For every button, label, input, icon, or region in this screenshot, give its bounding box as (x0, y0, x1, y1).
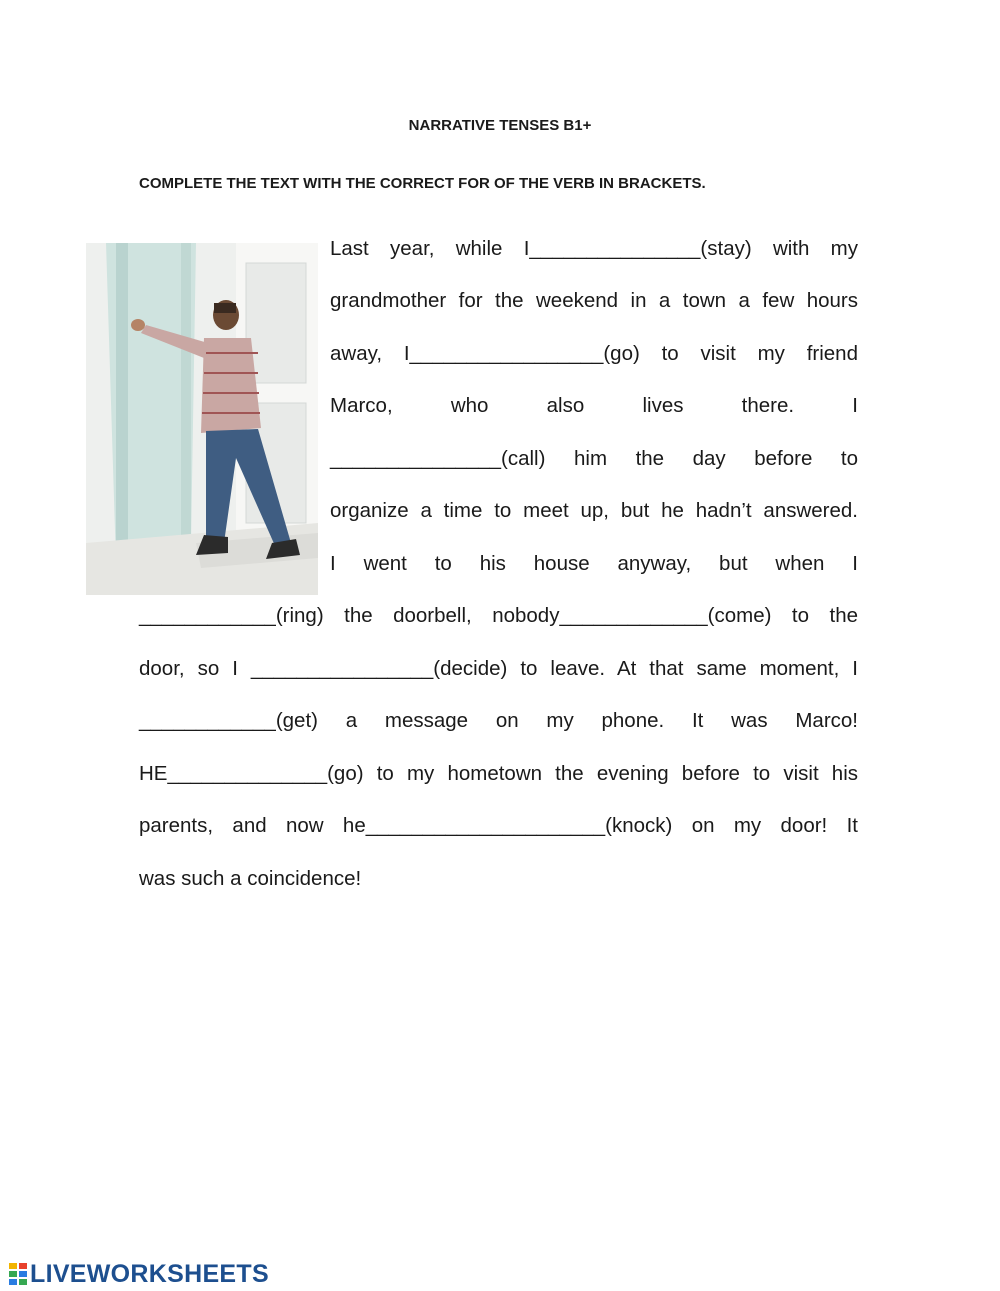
text-line-10: ____________(get) a message on my phone. It was Marco! (139, 709, 858, 732)
liveworksheets-brand[interactable] (8, 1260, 269, 1288)
worksheet-title: NARRATIVE TENSES B1+ (408, 117, 592, 134)
text-line-11: HE______________(go) to my hometown the evening before to visit his (139, 762, 858, 785)
text-line-2: grandmother for the weekend in a town a few hours (330, 289, 858, 312)
text-line-4: Marco, who also lives there. I (330, 394, 858, 417)
instruction-text: COMPLETE THE TEXT WITH THE CORRECT FOR OF THE VERB IN BRACKETS. (139, 175, 706, 192)
text-line-8: ____________(ring) the doorbell, nobody_____________(come) to the (139, 604, 858, 627)
text-line-13: was such a coincidence! (139, 867, 362, 890)
text-line-7: I went to his house anyway, but when I (330, 552, 858, 575)
text-line-5: _______________(call) him the day before to (330, 447, 858, 470)
man-at-door-photo (86, 243, 318, 595)
text-line-12: parents, and now he_____________________(knock) on my door! It (139, 814, 858, 837)
brand-name: LIVEWORKSHEETS (30, 1259, 269, 1288)
text-line-3: away, I_________________(go) to visit my friend (330, 342, 858, 365)
text-line-6: organize a time to meet up, but he hadn’t answered. (330, 499, 858, 522)
text-line-9: door, so I ________________(decide) to leave. At that same moment, I (139, 657, 858, 680)
text-line-1: Last year, while I_______________(stay) with my (330, 237, 858, 260)
liveworksheets-logo-icon (8, 1262, 28, 1286)
